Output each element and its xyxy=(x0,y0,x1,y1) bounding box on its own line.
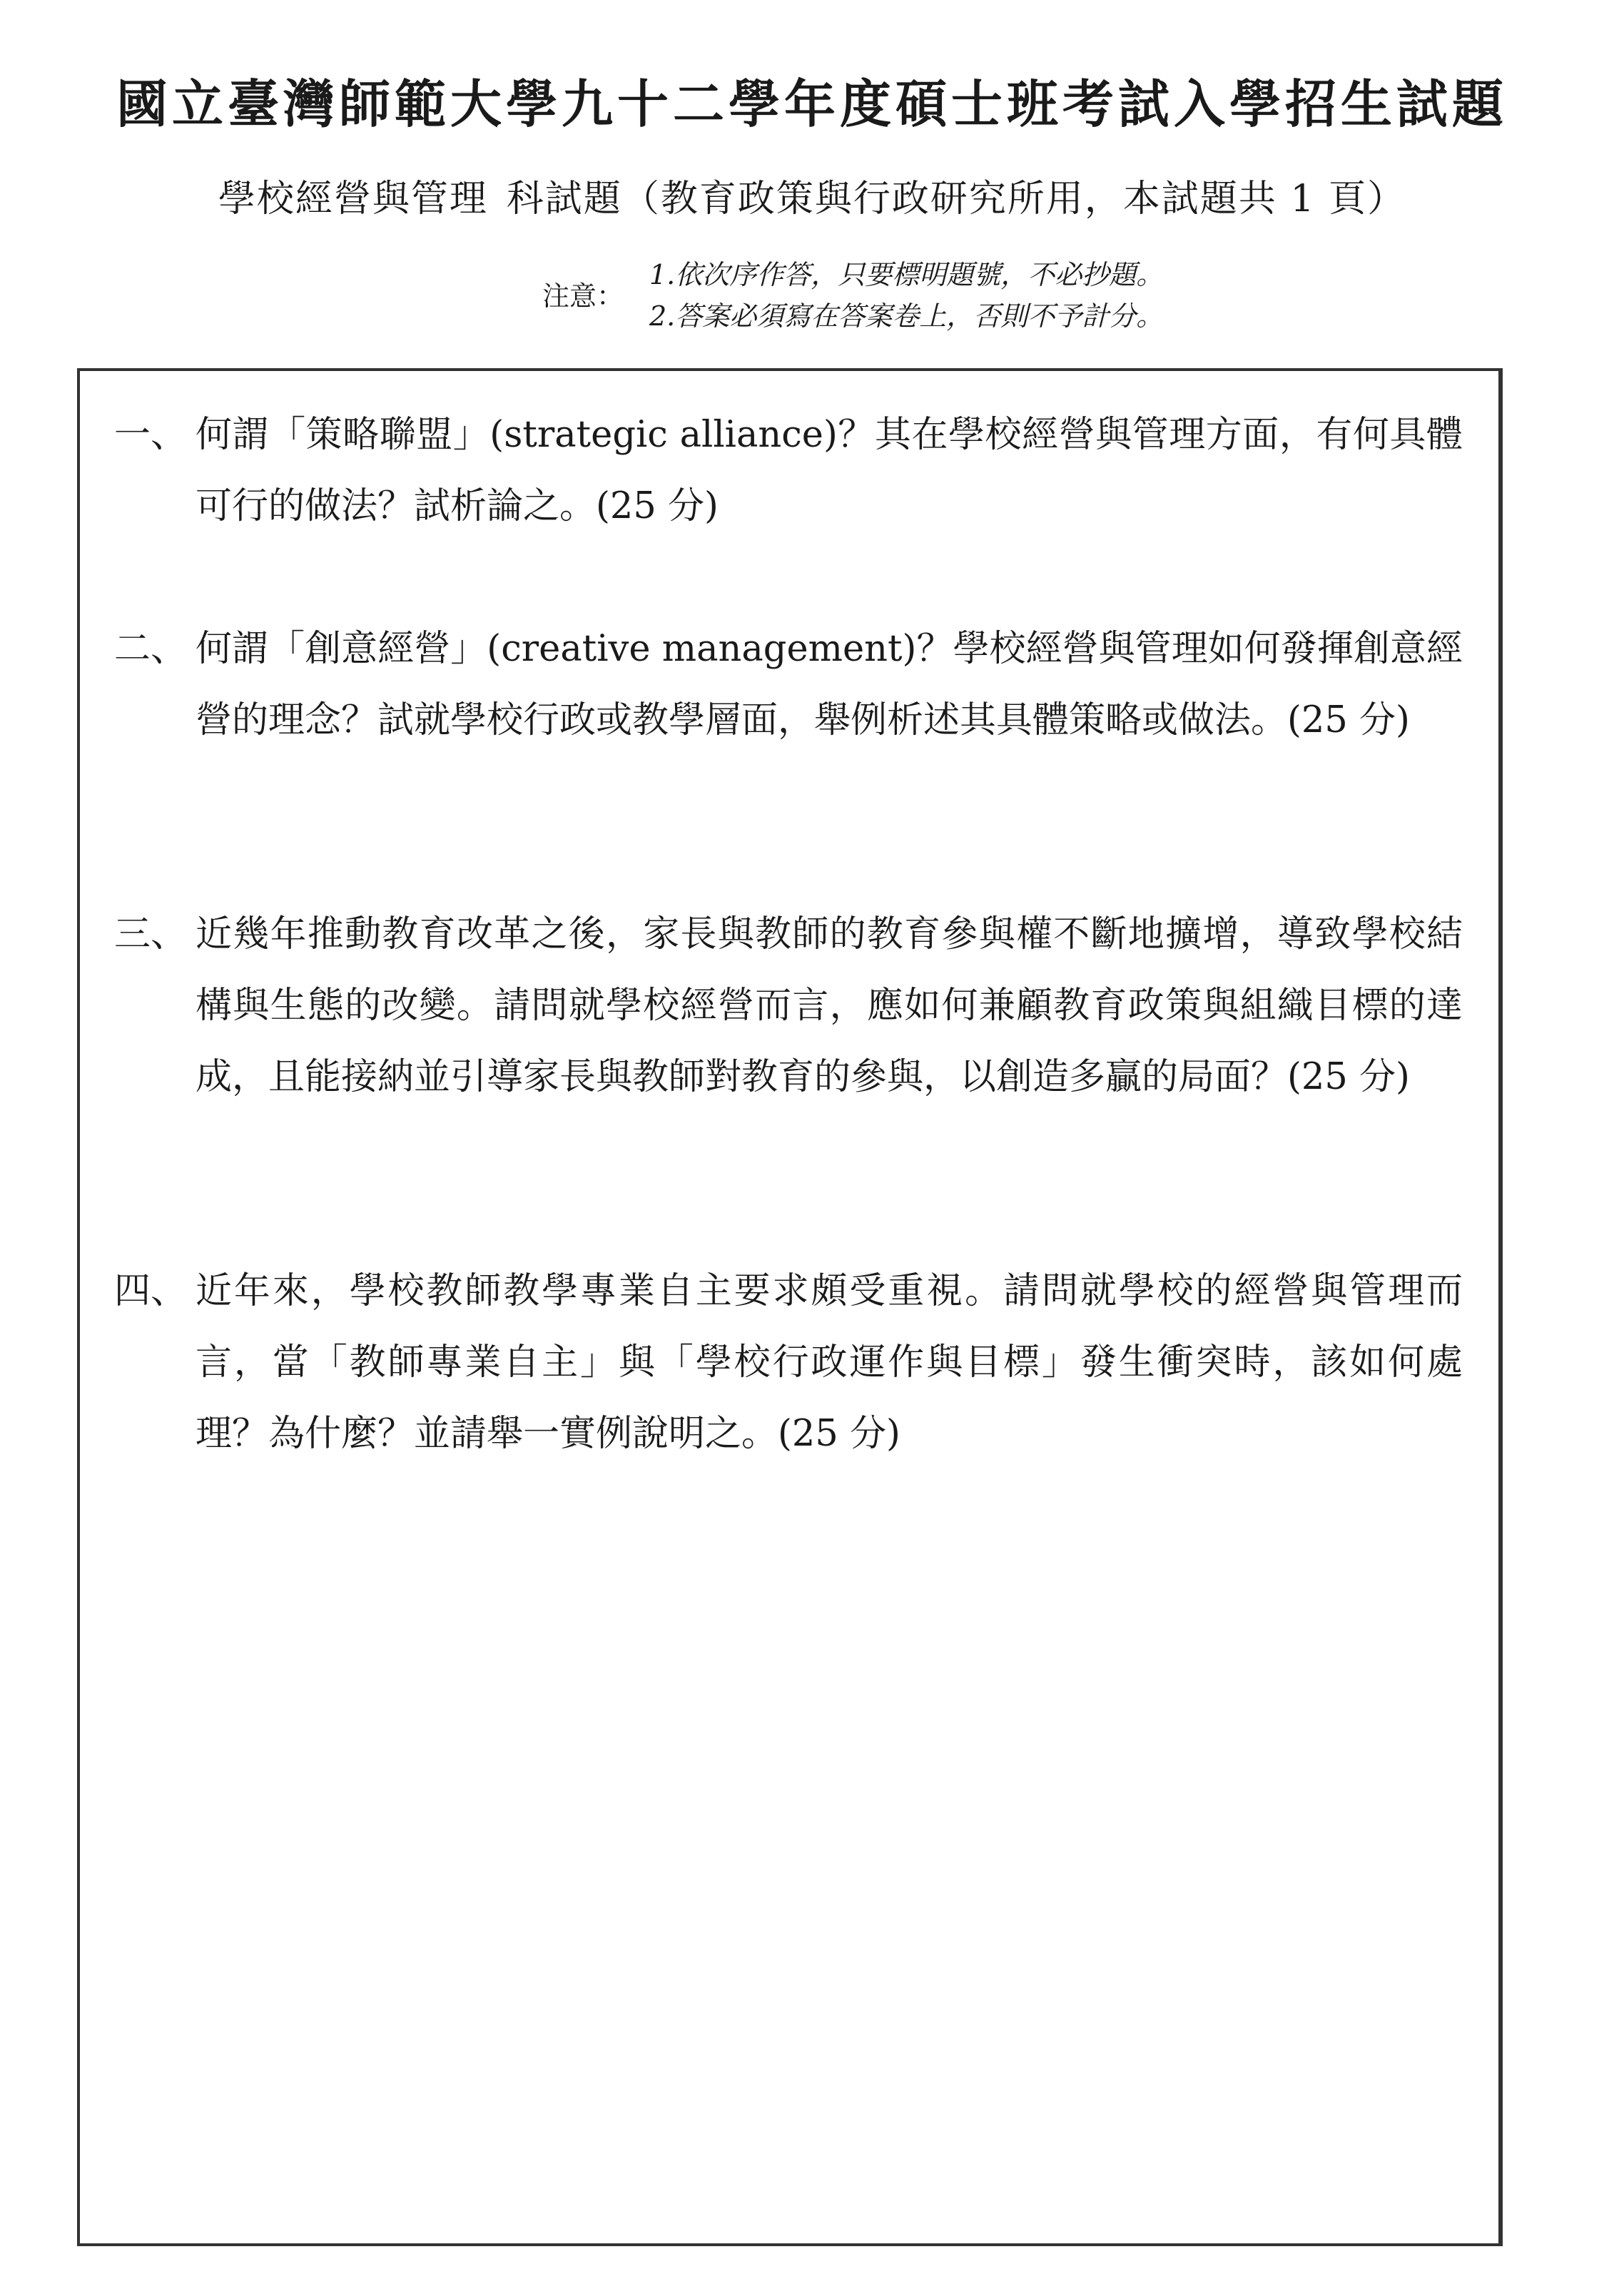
question-number: 一、 xyxy=(114,414,188,456)
subject-line xyxy=(0,168,1624,222)
subject-name: 學校經營與管理 xyxy=(218,178,488,220)
notes-list xyxy=(649,254,1163,337)
question-text: 何謂「策略聯盟」(strategic alliance)？其在學校經營與管理方面，有何具體可行的做法？試析論之。(25 分) xyxy=(196,414,1463,527)
note-item: 1.依次序作答，只要標明題號，不必抄題。 xyxy=(649,259,1164,290)
question-box xyxy=(77,368,1503,2246)
question-text: 近年來，學校教師教學專業自主要求頗受重視。請問就學校的經營與管理而言，當「教師專業自主」與「學校行政運作與目標」發生衝突時，該如何處理？為什麼？並請舉一實例說明之。(25 分) xyxy=(196,1270,1463,1455)
question-number: 三、 xyxy=(114,913,188,955)
question-4 xyxy=(114,1256,1463,1470)
exam-notes xyxy=(542,254,1327,333)
question-number: 二、 xyxy=(114,628,188,670)
exam-title: 國立臺灣師範大學九十二學年度碩士班考試入學招生試題 xyxy=(116,73,1508,134)
question-2 xyxy=(114,614,1463,756)
question-text: 何謂「創意經營」(creative management)？學校經營與管理如何發揮創意經營的理念？試就學校行政或教學層面，舉例析述其具體策略或做法。(25 分) xyxy=(196,628,1463,741)
question-number: 四、 xyxy=(114,1270,188,1312)
question-text: 近幾年推動教育改革之後，家長與教師的教育參與權不斷地擴增，導致學校結構與生態的改變。請問就學校經營而言，應如何兼顧教育政策與組織目標的達成，且能接納並引導家長與教師對教育的參與，以創造多贏的局面？(25 分) xyxy=(196,913,1463,1098)
notes-label: 注意： xyxy=(542,280,624,312)
subject-description: 科試題（教育政策與行政研究所用，本試題共 1 頁） xyxy=(506,178,1406,220)
question-1 xyxy=(114,400,1463,542)
question-3 xyxy=(114,899,1463,1113)
note-item: 2.答案必須寫在答案卷上，否則不予計分。 xyxy=(649,300,1164,332)
